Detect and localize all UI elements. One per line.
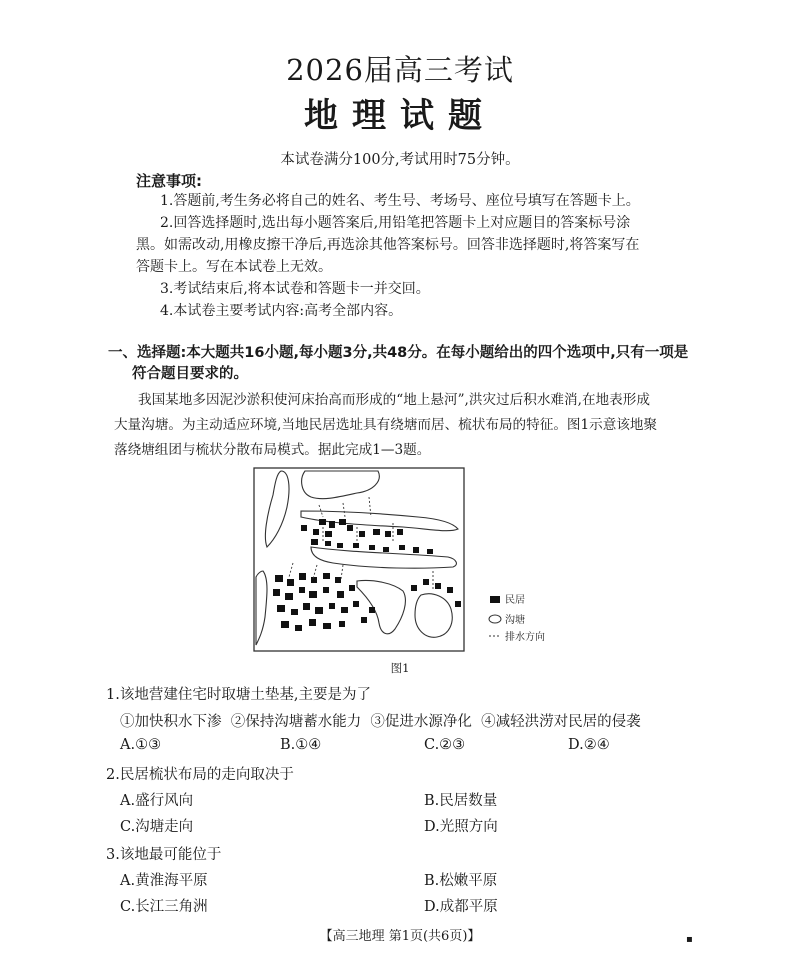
question-stem-intro [114, 388, 704, 463]
notice-line-1: 1.答题前,考生务必将自己的姓名、考生号、考场号、座位号填写在答题卡上。 [160, 193, 640, 209]
notice-line-6: 4.本试卷主要考试内容:高考全部内容。 [160, 303, 403, 319]
question-2-option-d[interactable]: D.光照方向 [424, 819, 498, 835]
question-3-stem: 3.该地最可能位于 [106, 847, 222, 863]
notice-line-2: 2.回答选择题时,选出每小题答案后,用铅笔把答题卡上对应题目的答案标号涂 [160, 215, 631, 231]
question-1-statements: ①加快积水下渗 ②保持沟塘蓄水能力 ③促进水源净化 ④减轻洪涝对民居的侵袭 [120, 714, 641, 730]
legend-house-swatch [490, 596, 500, 603]
section-heading-line-2: 符合题目要求的。 [132, 366, 248, 382]
notice-line-5: 3.考试结束后,将本试卷和答题卡一并交回。 [160, 281, 430, 297]
question-1-stem: 1.该地营建住宅时取塘土垫基,主要是为了 [106, 687, 371, 703]
exam-title: 2026届高三考试 [286, 53, 514, 87]
section-heading-line-1: 一、选择题:本大题共16小题,每小题3分,共48分。在每小题给出的四个选项中,只有一项是 [108, 345, 689, 361]
legend-pond-swatch [489, 615, 501, 623]
intro-line-1: 我国某地多因泥沙淤积使河床抬高而形成的“地上悬河”,洪灾过后积水难消,在地表形成 [138, 392, 650, 408]
question-2-option-c[interactable]: C.沟塘走向 [120, 819, 194, 835]
question-3-option-c[interactable]: C.长江三角洲 [120, 899, 208, 915]
legend-drain-label: 排水方向 [505, 632, 545, 643]
question-1-option-a[interactable]: A.①③ [120, 737, 162, 753]
exam-info: 本试卷满分100分,考试用时75分钟。 [280, 152, 520, 168]
legend-pond-label: 沟塘 [505, 615, 525, 626]
scan-mark: ▪ [686, 934, 693, 945]
legend-house-label: 民居 [505, 595, 525, 606]
section-heading [108, 343, 708, 385]
page-footer: 【高三地理 第1页(共6页)】 [319, 929, 481, 944]
question-3-option-d[interactable]: D.成都平原 [424, 899, 498, 915]
figure-caption: 图1 [390, 661, 410, 675]
question-1-option-b[interactable]: B.①④ [280, 737, 322, 753]
question-2-stem: 2.民居梳状布局的走向取决于 [106, 767, 294, 783]
notice-line-3: 黑。如需改动,用橡皮擦干净后,再选涂其他答案标号。回答非选择题时,将答案写在 [136, 237, 640, 253]
question-2-option-a[interactable]: A.盛行风向 [120, 793, 194, 809]
question-1-option-d[interactable]: D.②④ [568, 737, 610, 753]
question-1-option-c[interactable]: C.②③ [424, 737, 466, 753]
question-3-option-b[interactable]: B.松嫩平原 [424, 873, 498, 889]
intro-line-2: 大量沟塘。为主动适应环境,当地民居选址具有绕塘而居、梳状布局的特征。图1示意该地聚 [114, 417, 658, 433]
notice-heading: 注意事项: [136, 172, 202, 190]
question-2-option-b[interactable]: B.民居数量 [424, 793, 498, 809]
subject-title: 地理试题 [304, 96, 496, 136]
notice-line-4: 答题卡上。写在本试卷上无效。 [136, 259, 332, 275]
question-3-option-a[interactable]: A.黄淮海平原 [120, 873, 208, 889]
figure-1-map [253, 467, 553, 654]
intro-line-3: 落绕塘组团与梳状分散布局模式。据此完成1—3题。 [114, 442, 431, 458]
